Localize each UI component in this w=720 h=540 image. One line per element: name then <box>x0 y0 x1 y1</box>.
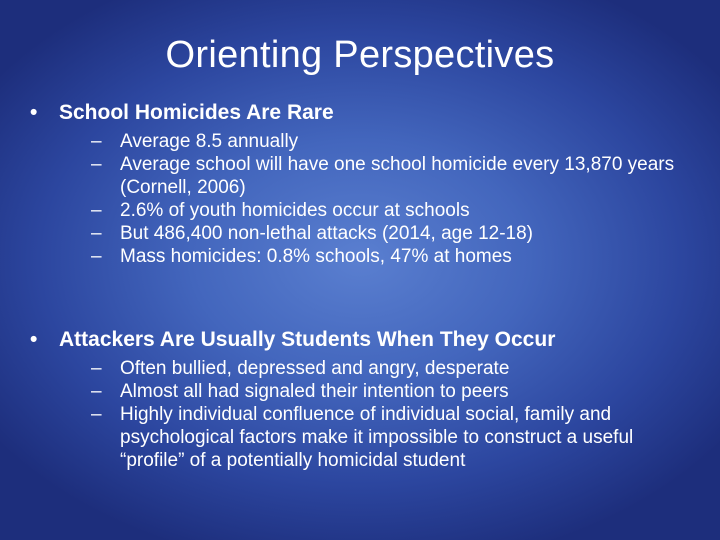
sub-item <box>91 245 700 268</box>
section-heading-text: School Homicides Are Rare <box>59 101 334 124</box>
sub-item <box>91 380 700 403</box>
section-attackers <box>30 326 700 472</box>
section-school-homicides <box>30 99 700 268</box>
bullet-icon: • <box>30 101 38 124</box>
sub-item-text: 2.6% of youth homicides occur at schools <box>120 200 470 221</box>
dash-icon: – <box>91 404 102 425</box>
dash-icon: – <box>91 381 102 402</box>
sub-list <box>91 357 700 472</box>
sub-item <box>91 199 700 222</box>
sub-list <box>91 130 700 268</box>
slide-title: Orienting Perspectives <box>165 34 555 76</box>
sub-item <box>91 357 700 380</box>
section-heading <box>30 99 700 127</box>
sub-item <box>91 130 700 153</box>
dash-icon: – <box>91 131 102 152</box>
sub-item-text: Average school will have one school homicide every 13,870 years (Cornell, 2006) <box>120 154 675 198</box>
dash-icon: – <box>91 154 102 175</box>
sub-item-text: Highly individual confluence of individual social, family and psychological factors make it impossible to construct a useful “profile” of a potentially homicidal student <box>120 404 634 471</box>
sub-item <box>91 153 700 199</box>
section-heading-text: Attackers Are Usually Students When They Occur <box>59 328 556 351</box>
sub-item <box>91 222 700 245</box>
dash-icon: – <box>91 200 102 221</box>
bullet-icon: • <box>30 328 38 351</box>
sub-item-text: Average 8.5 annually <box>120 131 299 152</box>
sub-item-text: But 486,400 non-lethal attacks (2014, age 12-18) <box>120 223 534 244</box>
dash-icon: – <box>91 246 102 267</box>
sub-item-text: Often bullied, depressed and angry, desperate <box>120 358 510 379</box>
sub-item-text: Mass homicides: 0.8% schools, 47% at homes <box>120 246 512 267</box>
section-heading <box>30 326 700 354</box>
sub-item-text: Almost all had signaled their intention to peers <box>120 381 509 402</box>
dash-icon: – <box>91 223 102 244</box>
sub-item <box>91 403 700 472</box>
dash-icon: – <box>91 358 102 379</box>
